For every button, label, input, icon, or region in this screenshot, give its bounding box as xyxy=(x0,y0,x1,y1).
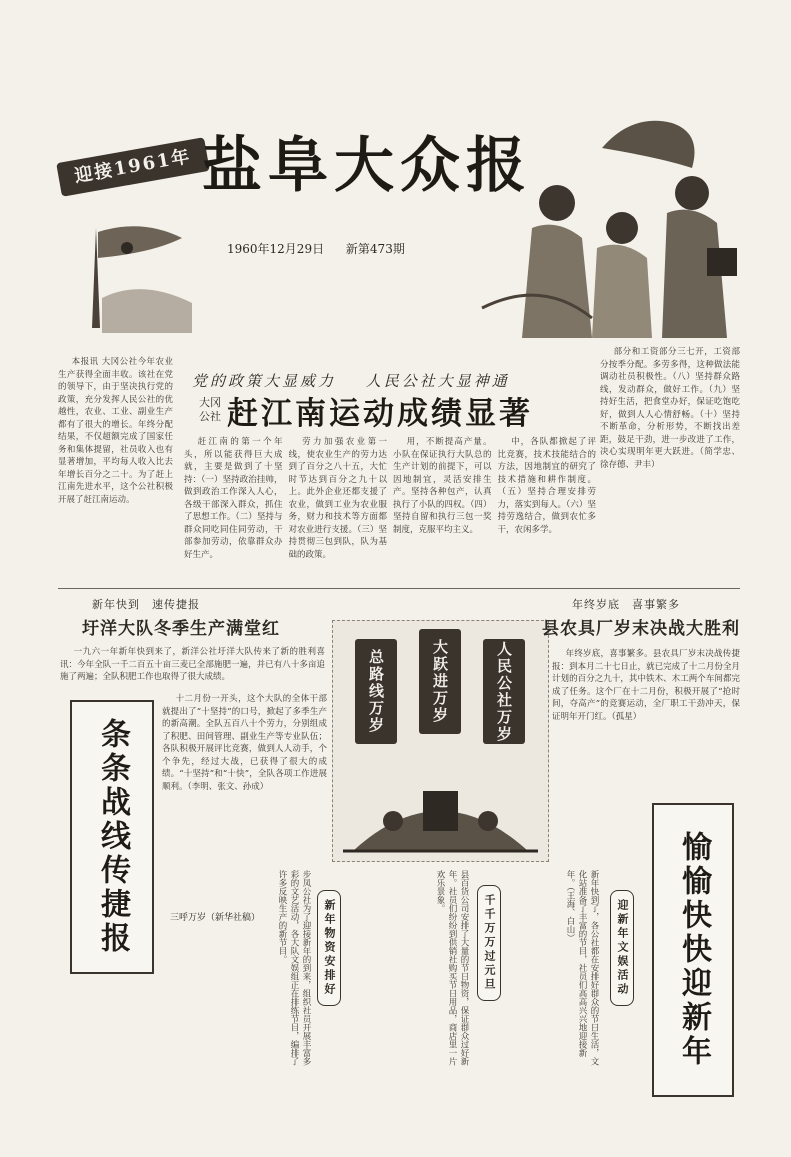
right-section-kicker: 年终岁底 喜事繁多 xyxy=(572,598,680,611)
poster-banner-communes: 人民公社万岁 xyxy=(483,639,525,744)
poster-crowd-illustration xyxy=(333,751,548,856)
celebration-poster xyxy=(332,620,549,862)
right-section-body: 年终岁底，喜事繁多。县农具厂岁末决战传捷报：到本月二十七日止，就已完成了十二月份全月计划的百分之九十，其中铁木、木工两个车间都完成了任务。这个厂在十二月份，积极开展了“抢时间，夺高产”的竞赛运动，全厂职工干劲冲天，保证明年开门红。（孤星） xyxy=(552,649,740,722)
poster-banner-general-line: 总路线万岁 xyxy=(355,639,397,744)
lead-right-column: 部分和工资部分三七开，工资部分按季分配。多劳多得，这种做法能调动社员积极性。（八）坚持群众路线，发动群众，做好工作。（九）坚持好生活，把食堂办好，保证吃饱吃好，做到人人心情舒畅。（十）坚持不断革命，分析形势，不断找出差距，鼓足干劲，进一步改进了工作，决心实现明年更大跃进。（简学忠、徐存德、尹丰） xyxy=(600,347,740,470)
lead-column-1: 赶江南的第一个年头，所以能获得巨大成就，主要是做到了十坚持：（一）坚持政治挂帅，做到政治工作深入人心，各级干部深入群众，抓住了思想工作。（二）坚持与群众同吃同住同劳动，干部参加劳动，依靠群众办好生产。 xyxy=(184,437,283,560)
bottom-column-3: 新年快到了，各公社都在安排好群众的节日生活，文化站准备了丰富的节目，社员们高高兴兴地迎接新年。（王海、白山） xyxy=(565,870,599,1066)
left-section-signature: 三呼万岁（新华社稿） xyxy=(170,913,261,923)
lead-left-column: 本报讯 大冈公社今年农业生产获得全面丰收。该社在党的领导下，由于坚决执行党的政策，充分发挥人民公社的优越性，农业、工业、副业生产都有了很大的增长。年终分配结果，不仅超额完成了国家任务和集体提留，社员收入也有显著增加，平均每人收入比去年增长百分之二十。为了赶上江南先进水平，这个公社积极开展了赶江南运动。 xyxy=(58,357,173,505)
lead-column-4: 中，各队都掀起了评比竞赛，技术技能结合的方法，因地制宜的研究了技术措施和耕作制度。（五）坚持合理安排劳力，落实到每人。（六）坚持劳逸结合，做到农忙多干，农闲多学。 xyxy=(497,437,596,535)
lead-body-columns xyxy=(184,436,596,584)
lead-column-3: 用，不断提高产量。小队在保证执行大队总的生产计划的前提下，可以因地制宜，灵活安排生产。坚持各种包产，认真执行了小队的四权。（四）坚持自留和执行三包一奖制度，克服平均主义。 xyxy=(393,437,492,535)
bottom-news-strip xyxy=(232,870,732,1075)
battlefront-report-box xyxy=(70,700,154,974)
new-year-entertainment-badge: 迎新年文娱活动 xyxy=(610,890,634,1006)
left-section-headline: 圩洋大队冬季生产满堂红 xyxy=(82,619,280,639)
lead-headline: 赶江南运动成绩显著 xyxy=(227,396,533,432)
masthead-badge: 迎接1961年 xyxy=(56,137,210,197)
subheadline-part-2: 人民公社大显神通 xyxy=(365,372,510,390)
left-section-body: 十二月份一开头，这个大队的全体干部就提出了“十坚持”的口号，掀起了多季生产的新高潮。全队五百八十个劳力，分别组成了积肥、田间管理、副业生产等专业队伍；各队积极开展评比竞赛，做到人人动手，个个争先，经过大战，已获得了很大的成绩。“十坚持”和“十快”，全队各项工作进展顺利。（李明、张文、孙成） xyxy=(162,694,327,792)
lead-column-2: 劳力加强农业第一线，使农业生产的劳力达到了百分之八十五，大忙时节达到百分之九十以上。此外企业还都支援了农业，做到工业为农业服务，财力和技术等方面都对农业进行支援。（三）坚持贯彻三包到队，队为基础的政策。 xyxy=(288,437,387,560)
issue-date: 1960年12月29日 xyxy=(227,242,325,256)
right-section-headline: 县农具厂岁末决战大胜利 xyxy=(542,619,740,639)
bottom-column-2: 县百货公司安排了大量的节日物资，保证群众过好新年。社员们纷纷到供销社购买节日用品，商店里一片欢乐景象。 xyxy=(435,870,469,1066)
subheadline-part-1: 党的政策大显威力 xyxy=(192,372,337,390)
new-year-supplies-badge: 新年物资安排好 xyxy=(317,890,341,1006)
battlefront-report-title: 条条战线传捷报 xyxy=(95,718,130,956)
happy-new-year-title: 愉愉快快迎新年 xyxy=(676,831,711,1069)
decorative-flag-illustration xyxy=(82,208,202,338)
new-year-holiday-badge: 千千万万过元旦 xyxy=(477,885,501,1001)
bottom-column-1: 步凤公社为了迎接新年的到来，组织社员开展丰富多彩的文艺活动，各大队文娱组正在排练节目，编排了许多反映生产的新节目。 xyxy=(277,870,311,1066)
masthead-title: 盐阜大众报 xyxy=(202,131,532,201)
poster-banner-great-leap: 大跃进万岁 xyxy=(419,629,461,734)
newspaper-page xyxy=(52,88,742,1103)
harvest-celebration-illustration xyxy=(462,108,742,348)
left-section-intro: 一九六一年新年快到来了，新洋公社圩洋大队传来了新的胜利喜讯：今年全队一千二百五十亩三麦已全部施肥一遍，并已有八十多亩追施了两遍；全队积肥工作也取得了很大成绩。 xyxy=(60,647,325,682)
masthead-date-line xyxy=(227,240,423,257)
issue-number: 新第473期 xyxy=(345,242,405,256)
section-divider xyxy=(58,588,740,589)
lead-dateline-label: 大冈公社 xyxy=(199,396,221,423)
left-section-kicker: 新年快到 速传捷报 xyxy=(92,598,200,611)
